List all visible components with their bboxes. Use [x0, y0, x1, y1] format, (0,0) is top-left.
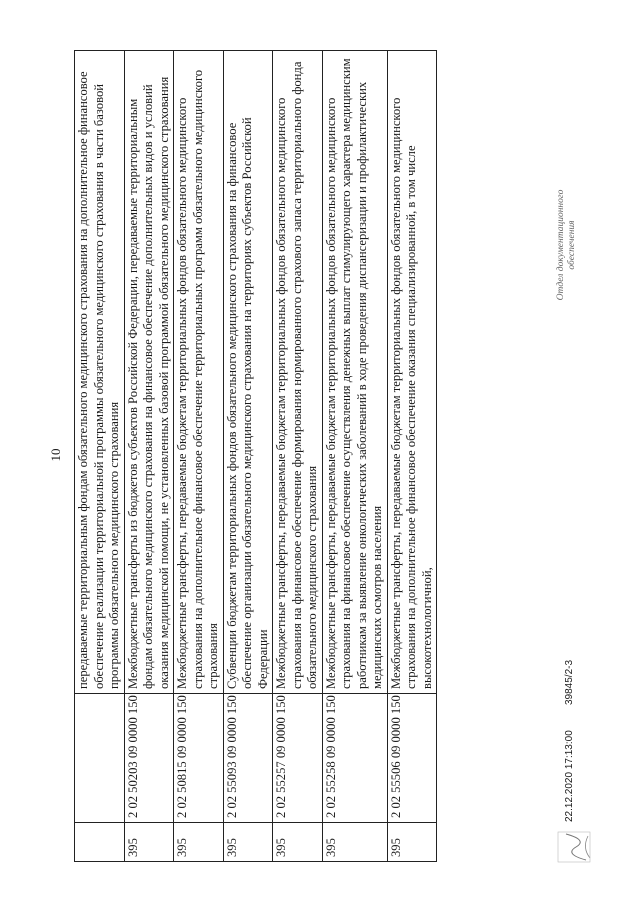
- kbk-code-cell: 2 02 55257 09 0000 150: [273, 694, 323, 823]
- admin-code-cell: 395: [387, 823, 437, 862]
- department-line-1: Отдел документационного: [556, 189, 566, 301]
- revenue-name-cell: Субвенции бюджетам территориальных фондов обязательного медицинского страхования на финансовое обеспечение организации обязательного медицинского страхования на территориях субъектов Российской Федерации: [223, 51, 273, 694]
- revenue-name-cell: Межбюджетные трансферты, передаваемые бюджетам территориальных фондов обязательного медицинского страхования на финансовое обеспечение осуществления денежных выплат стимулирующего характера медицинским работникам за выявление онкологических заболеваний в ходе проведения диспансеризации и профилактических медицинских осмотров населения: [322, 51, 387, 694]
- kbk-code-cell: 2 02 50815 09 0000 150: [174, 694, 224, 823]
- revenue-name-cell: Межбюджетные трансферты, передаваемые бюджетам территориальных фондов обязательного медицинского страхования на дополнительное финансовое обеспечение оказания специализированной, в том числе высокотехнологичной,: [387, 51, 437, 694]
- admin-code-cell: 395: [124, 823, 174, 862]
- table-row: [223, 51, 273, 862]
- department-line-2: обеспечения: [567, 220, 577, 270]
- table-row: [387, 51, 437, 862]
- admin-code-cell: 395: [273, 823, 323, 862]
- table-row: [75, 51, 125, 862]
- table-row: [124, 51, 174, 862]
- kbk-code-cell: 2 02 55093 09 0000 150: [223, 694, 273, 823]
- table-row: [322, 51, 387, 862]
- admin-code-cell: 395: [174, 823, 224, 862]
- revenue-name-cell: Межбюджетные трансферты, передаваемые бюджетам территориальных фондов обязательного медицинского страхования на дополнительное финансовое обеспечение территориальных программ обязательного медицинского страхования: [174, 51, 224, 694]
- table-row: [174, 51, 224, 862]
- page-number: 10: [48, 448, 63, 462]
- registration-timestamp: 22.12.2020 17:13:00: [564, 730, 575, 822]
- kbk-code-cell: 2 02 55506 09 0000 150: [387, 694, 437, 823]
- rotated-page: [40, 40, 600, 870]
- department-stamp: [556, 175, 578, 315]
- admin-code-cell: [75, 823, 125, 862]
- registration-number: 39845/2-3: [564, 659, 575, 705]
- revenue-name-cell: Межбюджетные трансферты из бюджетов субъектов Российской Федерации, передаваемые территориальным фондам обязательного медицинского страхования на финансовое обеспечение дополнительных видов и условий оказания медицинской помощи, не установленных базовой программой обязательного медицинского страхования: [124, 51, 174, 694]
- budget-classification-table: [74, 50, 437, 862]
- revenue-name-cell: Межбюджетные трансферты, передаваемые бюджетам территориальных фондов обязательного медицинского страхования на финансовое обеспечение формирования нормированного страхового запаса территориального фонда обязательного медицинского страхования: [273, 51, 323, 694]
- document-footer: [550, 40, 600, 870]
- admin-code-cell: 395: [223, 823, 273, 862]
- table-row: [273, 51, 323, 862]
- revenue-name-cell: передаваемые территориальным фондам обязательного медицинского страхования на дополнительное финансовое обеспечение реализации территориальной программы обязательного медицинского страхования в части базовой программы обязательного медицинского страхования: [75, 51, 125, 694]
- admin-code-cell: 395: [322, 823, 387, 862]
- kbk-code-cell: 2 02 55258 09 0000 150: [322, 694, 387, 823]
- kbk-code-cell: 2 02 50203 09 0000 150: [124, 694, 174, 823]
- registration-stamp-icon: [556, 830, 592, 864]
- kbk-code-cell: [75, 694, 125, 823]
